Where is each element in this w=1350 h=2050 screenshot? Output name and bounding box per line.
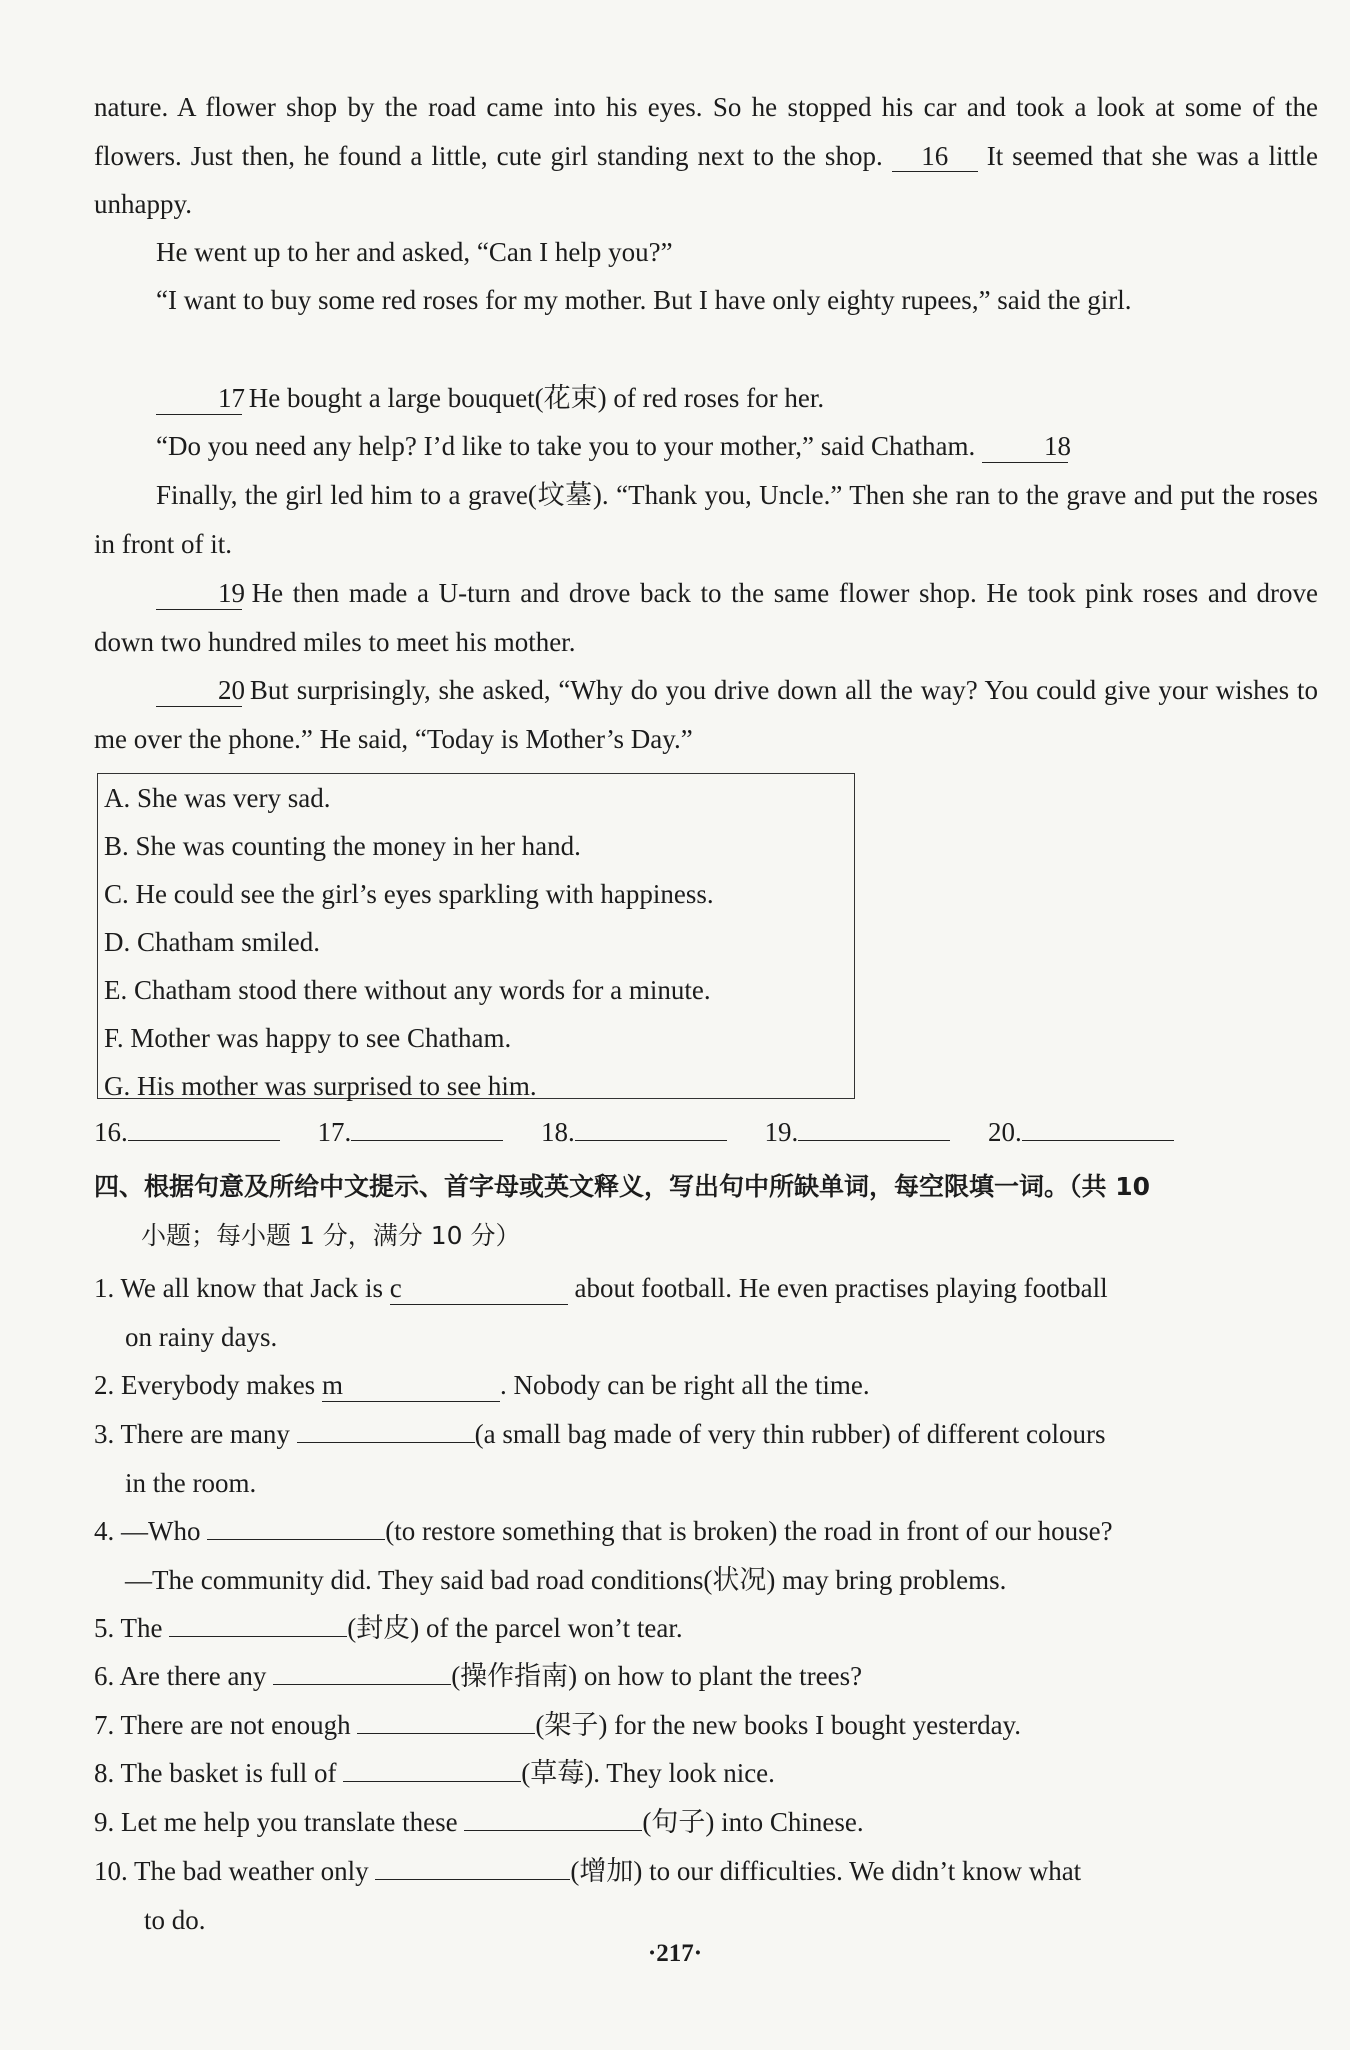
passage-text: He bought a large bouquet(花束) of red roses for her.	[248, 383, 825, 413]
answer-blank[interactable]	[169, 1636, 347, 1637]
answer-blank[interactable]: m	[322, 1371, 500, 1402]
question-text: (增加) to our difficulties. We didn’t know what	[570, 1856, 1082, 1886]
question-text: 8. The basket is full of	[94, 1758, 337, 1788]
question-text: (to restore something that is broken) the road in front of our house?	[385, 1516, 1113, 1546]
question-text: (封皮) of the parcel won’t tear.	[347, 1613, 683, 1643]
answer-blank[interactable]	[351, 1140, 503, 1141]
answer-slot-17	[318, 1117, 504, 1148]
answer-label: 20.	[988, 1117, 1022, 1147]
question-text: (草莓). They look nice.	[521, 1758, 775, 1788]
question-text: 2. Everybody makes	[94, 1370, 316, 1400]
blank-18[interactable]: 18	[982, 432, 1068, 463]
blank-16[interactable]: 16	[892, 142, 978, 173]
answer-slot-16	[94, 1117, 280, 1148]
option-a: A. She was very sad.	[104, 783, 331, 813]
options-box	[97, 773, 855, 1099]
answer-label: 18.	[541, 1117, 575, 1147]
answer-blank[interactable]	[464, 1830, 642, 1831]
answer-slot-20	[988, 1117, 1174, 1148]
question-text: on rainy days.	[125, 1321, 278, 1352]
section-heading-line-2: 小题；每小题 1 分，满分 10 分）	[141, 1220, 521, 1250]
question-text: in the room.	[125, 1467, 257, 1498]
answer-blank[interactable]	[297, 1442, 475, 1443]
passage-paragraph-8	[94, 666, 1318, 763]
question-text: (架子) for the new books I bought yesterday.	[535, 1710, 1022, 1740]
answer-blank[interactable]	[357, 1733, 535, 1734]
passage-text: But surprisingly, she asked, “Why do you drive down all the way? You could give your wishes to me over the phone.” He said, “Today is Mother’s Day.”	[94, 675, 1318, 754]
answer-slot-19	[765, 1117, 951, 1148]
answer-blank[interactable]	[343, 1781, 521, 1782]
passage-paragraph-7	[94, 569, 1318, 666]
passage-text: It seemed that she was a little unhappy.	[94, 140, 1319, 219]
passage-paragraph-4	[94, 374, 1318, 423]
passage-text: He then made a U-turn and drove back to the same flower shop. He took pink roses and drove down two hundred miles to meet his mother.	[94, 578, 1319, 657]
blank-19[interactable]: 19	[156, 579, 242, 610]
question-text: 9. Let me help you translate these	[94, 1807, 458, 1837]
answer-blank[interactable]	[375, 1879, 570, 1880]
question-3	[94, 1410, 1318, 1507]
option-f: F. Mother was happy to see Chatham.	[104, 1023, 512, 1053]
answer-slot-18	[541, 1117, 727, 1148]
answer-blank[interactable]	[798, 1140, 950, 1141]
question-8	[94, 1749, 1318, 1798]
passage-paragraph-6: Finally, the girl led him to a grave(坟墓). “Thank you, Uncle.” Then she ran to the grave and put the roses in front of it.	[94, 480, 1318, 559]
question-text: 4. —Who	[94, 1516, 201, 1546]
option-e: E. Chatham stood there without any words for a minute.	[104, 975, 711, 1005]
question-5	[94, 1604, 1318, 1653]
passage-text: “Do you need any help? I’d like to take you to your mother,” said Chatham.	[156, 431, 976, 461]
answer-blank[interactable]	[1022, 1140, 1174, 1141]
answer-blank[interactable]: c	[390, 1274, 568, 1305]
question-text: 10. The bad weather only	[94, 1856, 369, 1886]
question-text: (a small bag made of very thin rubber) of different colours	[474, 1419, 1106, 1449]
section-4-heading	[94, 1163, 1318, 1260]
blank-20[interactable]: 20	[156, 676, 242, 707]
question-line	[94, 1507, 1318, 1556]
passage-paragraph-2: He went up to her and asked, “Can I help you?”	[156, 237, 673, 267]
question-text: to do.	[144, 1904, 206, 1935]
question-text: . Nobody can be right all the time.	[499, 1370, 870, 1400]
option-c: C. He could see the girl’s eyes sparkling with happiness.	[104, 879, 714, 909]
question-text: (句子) into Chinese.	[642, 1807, 864, 1837]
answer-blank[interactable]	[575, 1140, 727, 1141]
passage-paragraph-3: “I want to buy some red roses for my mother. But I have only eighty rupees,” said the girl.	[156, 285, 1132, 315]
answer-label: 17.	[317, 1117, 352, 1147]
question-10	[94, 1847, 1318, 1944]
answer-label: 19.	[764, 1117, 799, 1147]
option-d: D. Chatham smiled.	[104, 927, 320, 957]
answer-blank[interactable]	[207, 1539, 385, 1540]
question-text: —The community did. They said bad road conditions(状况) may bring problems.	[125, 1564, 1007, 1595]
passage-paragraph-5	[94, 422, 1318, 471]
answer-label: 16.	[94, 1117, 128, 1147]
question-text: 7. There are not enough	[94, 1710, 351, 1740]
question-line	[94, 1410, 1318, 1459]
question-line	[94, 1264, 1318, 1313]
passage-paragraph-1	[94, 83, 1318, 229]
section-heading-line-1: 四、根据句意及所给中文提示、首字母或英文释义，写出句中所缺单词，每空限填一词。（共 10	[94, 1172, 1150, 1201]
passage-text: nature. A flower shop by the road came into his eyes. So he stopped his car and took a look at some of the flowers. Just then, he found a little, cute girl standing next to the shop.	[94, 92, 1318, 171]
question-7	[94, 1701, 1318, 1750]
option-g: G. His mother was surprised to see him.	[104, 1071, 537, 1101]
question-2	[94, 1361, 1318, 1410]
question-4	[94, 1507, 1318, 1604]
answer-row	[94, 1117, 1174, 1148]
option-b: B. She was counting the money in her hand.	[104, 831, 581, 861]
question-text: 5. The	[94, 1613, 163, 1643]
question-text: 1. We all know that Jack is	[94, 1273, 384, 1303]
blank-17[interactable]: 17	[156, 384, 242, 415]
answer-blank[interactable]	[273, 1684, 451, 1685]
answer-blank[interactable]	[128, 1140, 280, 1141]
question-text: 6. Are there any	[94, 1661, 267, 1691]
question-line	[94, 1847, 1318, 1896]
question-1	[94, 1264, 1318, 1361]
question-9	[94, 1798, 1318, 1847]
page-number: ·217·	[647, 1940, 703, 1967]
question-6	[94, 1652, 1318, 1701]
question-text: 3. There are many	[94, 1419, 290, 1449]
question-text: (操作指南) on how to plant the trees?	[451, 1661, 863, 1691]
question-text: about football. He even practises playing football	[574, 1273, 1108, 1303]
